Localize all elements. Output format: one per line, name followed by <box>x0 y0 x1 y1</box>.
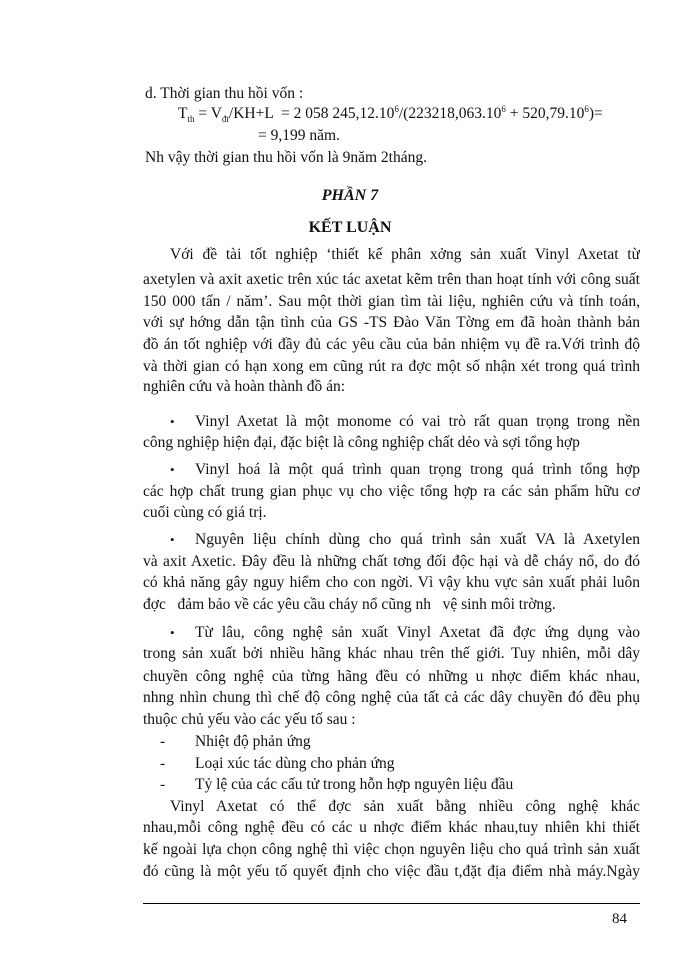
text-line: có khả năng gây nguy hiểm cho con ngời. Vì vậy khu vực sản xuất phải luôn <box>143 574 640 591</box>
text-line: công nghiệp hiện đại, đặc biệt là công nghiệp chất dẻo và sợi tổng hợp <box>143 434 580 451</box>
text-line: Vinyl Axetat có thể đợc sản xuất bằng nhiều công nghệ khác <box>170 798 640 815</box>
text-line: với sự hớng dẫn tận tình của GS -TS Đào Văn Tờng em đã hoàn thành bản <box>143 314 640 331</box>
section-d-heading: d. Thời gian thu hồi vốn : <box>145 85 304 102</box>
bullet-icon: • <box>170 625 175 640</box>
bullet-item-line: Nguyên liệu chính dùng cho quá trình sản xuất VA là Axetylen <box>195 531 640 548</box>
footer-rule <box>143 903 640 904</box>
formula-part: T <box>178 105 188 122</box>
text-line: và axit Axetic. Đây đều là những chất tơng đối độc hại và dễ cháy nổ, do đó <box>143 553 640 570</box>
payback-formula <box>178 104 603 124</box>
dash-item-line: Nhiệt độ phản ứng <box>195 733 311 750</box>
text-line: trong sản xuất bởi nhiều hãng khác nhau trên thế giới. Tuy nhiên, mỗi dây <box>143 645 640 662</box>
text-line: và thời gian có hạn xong em cũng rút ra đợc một số nhận xét trong quá trình <box>143 358 640 375</box>
formula-part: 6 <box>394 103 399 114</box>
formula-part: /KH+L = 2 058 245,12.10 <box>228 105 395 122</box>
text-line: Với đề tài tốt nghiệp ‘thiết kế phân xởng sản xuất Vinyl Axetat từ <box>170 246 640 263</box>
formula-part: /(223218,063.10 <box>398 105 502 122</box>
bullet-item-line: Từ lâu, công nghệ sản xuất Vinyl Axetat đã đợc ứng dụng vào <box>195 624 640 641</box>
formula-part: 6 <box>501 103 506 114</box>
text-line: thuộc chủ yếu vào các yếu tố sau : <box>143 711 356 728</box>
text-line: cuối cùng có giá trị. <box>143 504 267 521</box>
formula-part: đt <box>221 114 229 125</box>
text-line: các hợp chất trung gian phục vụ cho việc tổng hợp ra các sản phẩm hữu cơ <box>143 483 640 500</box>
formula-part: + 520,79.10 <box>505 105 585 122</box>
payback-conclusion: Nh vậy thời gian thu hồi vốn là 9năm 2tháng. <box>145 149 427 166</box>
dash-marker: - <box>160 733 166 750</box>
text-line: nhng nhìn chung thì chế độ công nghệ của tất cả các dây chuyền đó đều phụ <box>143 689 640 706</box>
dash-marker: - <box>160 776 166 793</box>
text-line: nghiên cứu và hoàn thành đồ án: <box>143 378 346 395</box>
dash-item-line: Tỷ lệ của các cấu tử trong hỗn hợp nguyên liệu đầu <box>195 776 514 793</box>
text-line: đồ án tốt nghiệp với đầy đủ các yêu cầu của bản nhiệm vụ đề ra.Với trình độ <box>143 336 640 353</box>
chapter-title: KẾT LUẬN <box>308 219 392 236</box>
bullet-item-line: Vinyl hoá là một quá trình quan trọng trong quá trình tổng hợp <box>195 461 640 478</box>
payback-result: = 9,199 năm. <box>258 127 340 144</box>
bullet-item-line: Vinyl Axetat là một monome có vai trò rất quan trọng trong nền <box>195 413 640 430</box>
part-title: PHẦN 7 <box>321 187 379 204</box>
bullet-icon: • <box>170 414 175 429</box>
formula-part: 6 <box>584 103 589 114</box>
dash-marker: - <box>160 755 166 772</box>
text-line: axetylen và axit axetic trên xúc tác axetat kẽm trên than hoạt tính với công suất <box>143 271 640 288</box>
text-line: nhau,mỗi công nghệ đều có các u nhợc điểm khác nhau,tuy nhiên khi thiết <box>143 819 640 836</box>
bullet-icon: • <box>170 532 175 547</box>
text-line: chuyền công nghệ của từng hãng đều có những u nhợc điểm khác nhau, <box>143 668 640 685</box>
formula-part: = V <box>194 105 222 122</box>
dash-item-line: Loại xúc tác dùng cho phản ứng <box>195 755 395 772</box>
formula-part: th <box>187 114 195 125</box>
text-line: kế ngoài lựa chọn công nghệ thì việc chọn nguyên liệu cho quá trình sản xuất <box>143 841 640 858</box>
formula-part: )= <box>588 105 603 122</box>
bullet-icon: • <box>170 462 175 477</box>
text-line: 150 000 tấn / năm’. Sau một thời gian tìm tài liệu, nghiên cứu và tính toán, <box>143 293 640 310</box>
page-number: 84 <box>612 911 627 927</box>
text-line: đó cũng là một yếu tố quyết định cho việc đầu t,đặt địa điểm nhà máy.Ngày <box>143 863 640 880</box>
text-line: đợc đảm bảo về các yêu cầu cháy nổ cũng nh vệ sinh môi trờng. <box>143 596 556 613</box>
